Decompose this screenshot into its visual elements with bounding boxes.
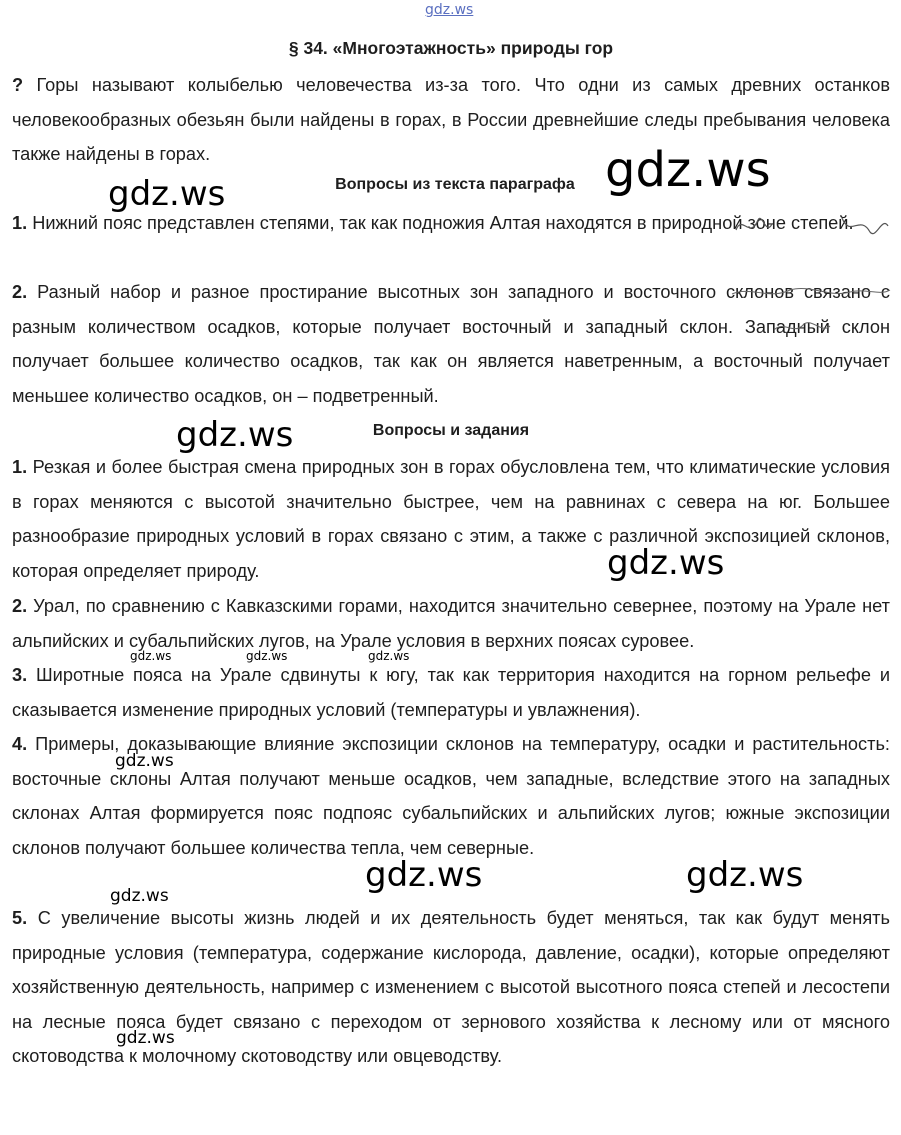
scribble-mark: [730, 282, 892, 304]
watermark-small: gdz.ws: [116, 1028, 175, 1048]
section2-item-2: [12, 589, 890, 658]
item-number: 1.: [12, 213, 28, 233]
item-number: 5.: [12, 908, 28, 928]
item-text: Примеры, доказывающие влияние экспозиции склонов на температуру, осадки и растительность: восточные склоны Алтая получают меньше осадков, чем западные, вследствие этого на западных склонах Алтая формируется пояс подпояс субальпийских и альпийских лугов; южные экспозиции склонов получают большее количества тепла, чем северные.: [12, 734, 890, 858]
watermark-small: gdz.ws: [246, 649, 288, 663]
section-heading-tasks: Вопросы и задания: [372, 422, 530, 439]
section2-item-1: [12, 450, 890, 588]
page-title: § 34. «Многоэтажность» природы гор: [288, 38, 614, 58]
section2-item-5: [12, 901, 890, 1074]
question-marker: ?: [12, 75, 24, 95]
item-text: Резкая и более быстрая смена природных зон в горах обусловлена тем, что климатические условия в горах меняются с высотой значительно быстрее, чем на равнинах с севера на юг. Большее разнообразие природных условий в горах связано с этим, а также с различной экспозицией склонов, которая определяет природу.: [12, 457, 890, 581]
item-text: Широтные пояса на Урале сдвинуты к югу, так как территория находится на горном рельефе и сказывается изменение природных условий (температуры и увлажнения).: [12, 665, 890, 720]
section-heading-text-questions: Вопросы из текста параграфа: [335, 176, 575, 193]
watermark-small: gdz.ws: [368, 649, 410, 663]
item-number: 2.: [12, 596, 28, 616]
item-number: 1.: [12, 457, 28, 477]
section2-item-4: [12, 727, 890, 865]
scribble-mark: [772, 316, 832, 340]
item-text: Урал, по сравнению с Кавказскими горами, находится значительно севернее, поэтому на Урале нет альпийских и субальпийских лугов, на Урале условия в верхних поясах суровее.: [12, 596, 890, 651]
watermark: gdz.ws: [108, 174, 226, 214]
item-number: 2.: [12, 282, 28, 302]
scribble-mark: [732, 210, 892, 242]
intro-text: Горы называют колыбелью человечества из-за того. Что одни из самых древних останков человекообразных обезьян были найдены в горах, в России древнейшие следы пребывания человека также найдены в горах.: [12, 75, 890, 165]
watermark-small: gdz.ws: [130, 649, 172, 663]
watermark-top: gdz.ws: [425, 2, 474, 18]
item-number: 4.: [12, 734, 28, 754]
watermark: gdz.ws: [176, 415, 294, 455]
watermark-small: gdz.ws: [115, 751, 174, 771]
watermark: gdz.ws: [365, 855, 483, 895]
item-text: Нижний пояс представлен степями, так как подножия Алтая находятся в природной зоне степей.: [27, 213, 854, 233]
watermark-small: gdz.ws: [110, 886, 169, 906]
item-text: Разный набор и разное простирание высотных зон западного и восточного склонов связано с разным количеством осадков, которые получает восточный и западный склон. Западный склон получает большее количество осадков, так как он является наветренным, а восточный получает меньшее количество осадков, он – подветренный.: [12, 282, 890, 406]
item-number: 3.: [12, 665, 28, 685]
item-text: С увеличение высоты жизнь людей и их деятельность будет меняться, так как будут менять природные условия (температура, содержание кислорода, давление, осадки), которые определяют хозяйственную деятельность, например с изменением с высотой высотного пояса степей и лесостепи на лесные пояса будет связано с переходом от зернового хозяйства к лесному или от мясного скотоводства к молочному скотоводству или овцеводству.: [12, 908, 890, 1067]
watermark-large: gdz.ws: [605, 142, 771, 198]
watermark: gdz.ws: [686, 855, 804, 895]
watermark: gdz.ws: [607, 543, 725, 583]
section2-item-3: [12, 658, 890, 727]
